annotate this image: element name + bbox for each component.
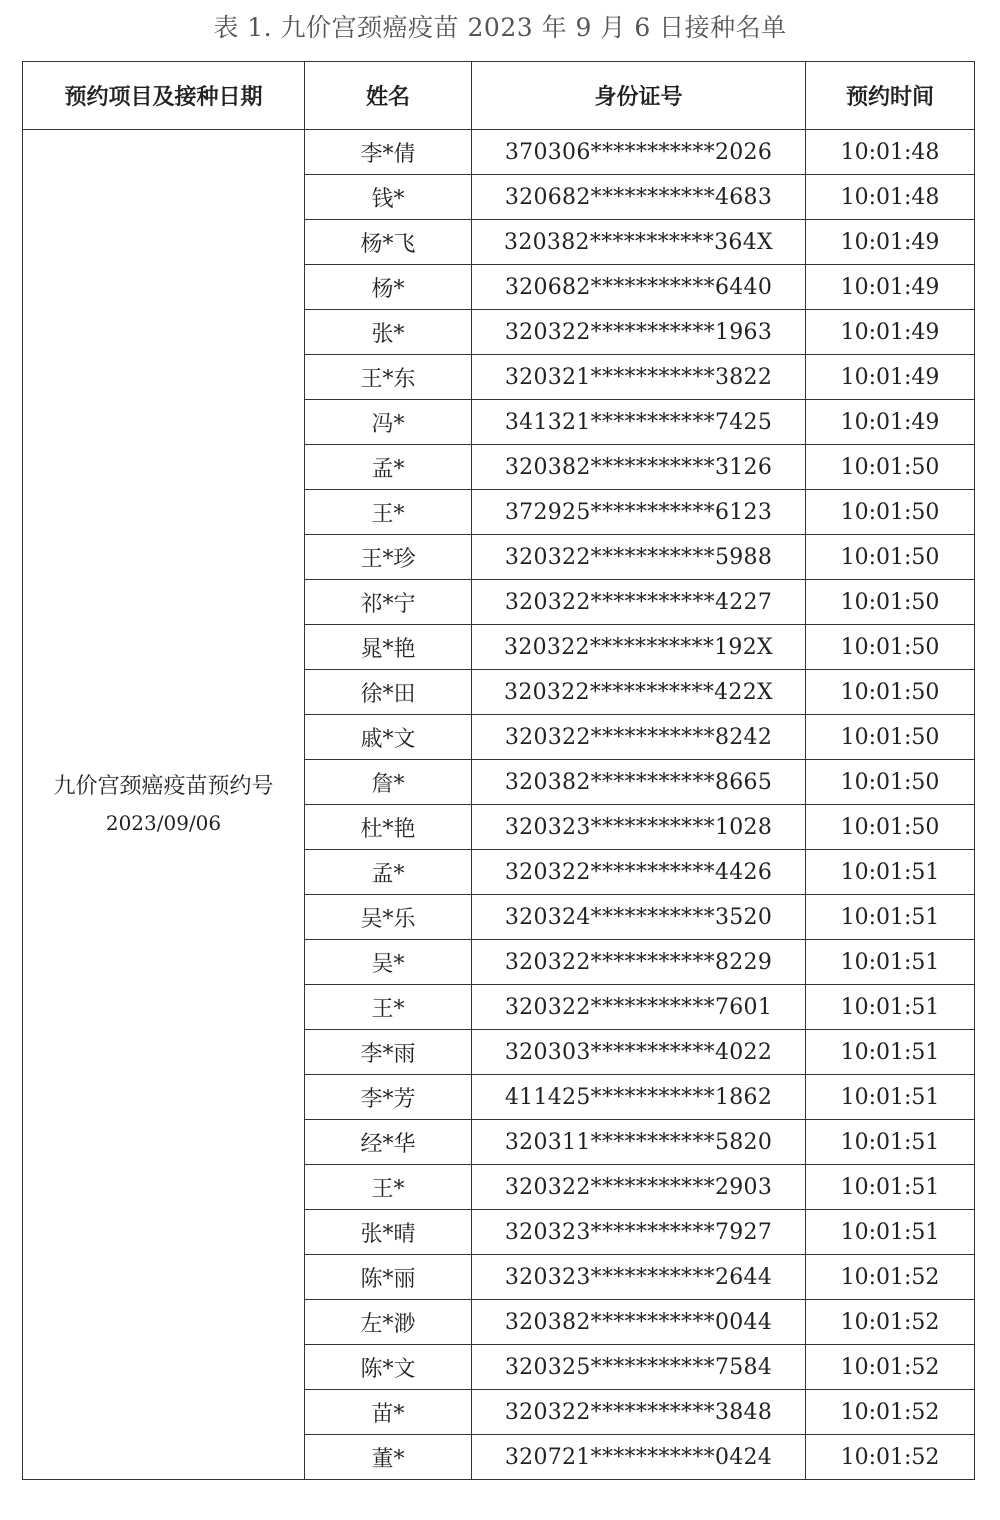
header-row	[23, 62, 975, 130]
name-cell: 董*	[305, 1435, 472, 1480]
time-cell: 10:01:51	[806, 850, 975, 895]
time-cell: 10:01:50	[806, 535, 975, 580]
name-cell: 冯*	[305, 400, 472, 445]
name-cell: 左*渺	[305, 1300, 472, 1345]
id-number-cell: 320382***********8665	[472, 760, 806, 805]
id-number-cell: 320322***********5988	[472, 535, 806, 580]
id-number-cell: 320322***********422X	[472, 670, 806, 715]
time-cell: 10:01:52	[806, 1255, 975, 1300]
table-body	[23, 130, 975, 1480]
time-cell: 10:01:49	[806, 310, 975, 355]
id-number-cell: 320322***********1963	[472, 310, 806, 355]
id-number-cell: 320682***********4683	[472, 175, 806, 220]
id-number-cell: 320322***********4227	[472, 580, 806, 625]
name-cell: 王*珍	[305, 535, 472, 580]
table-caption: 表 1. 九价宫颈癌疫苗 2023 年 9 月 6 日接种名单	[213, 13, 787, 42]
id-number-cell: 320322***********7601	[472, 985, 806, 1030]
time-cell: 10:01:51	[806, 1120, 975, 1165]
id-number-cell: 320322***********3848	[472, 1390, 806, 1435]
id-number-cell: 320311***********5820	[472, 1120, 806, 1165]
time-cell: 10:01:50	[806, 760, 975, 805]
id-number-cell: 320382***********364X	[472, 220, 806, 265]
name-cell: 张*	[305, 310, 472, 355]
name-cell: 王*	[305, 985, 472, 1030]
id-number-cell: 320323***********2644	[472, 1255, 806, 1300]
name-cell: 经*华	[305, 1120, 472, 1165]
name-cell: 陈*文	[305, 1345, 472, 1390]
id-number-cell: 320382***********0044	[472, 1300, 806, 1345]
header-id-number: 身份证号	[472, 62, 806, 130]
id-number-cell: 320322***********192X	[472, 625, 806, 670]
id-number-cell: 320322***********4426	[472, 850, 806, 895]
time-cell: 10:01:48	[806, 175, 975, 220]
time-cell: 10:01:52	[806, 1435, 975, 1480]
name-cell: 钱*	[305, 175, 472, 220]
name-cell: 李*倩	[305, 130, 472, 175]
name-cell: 吴*	[305, 940, 472, 985]
time-cell: 10:01:52	[806, 1345, 975, 1390]
time-cell: 10:01:50	[806, 490, 975, 535]
name-cell: 张*晴	[305, 1210, 472, 1255]
id-number-cell: 320322***********8242	[472, 715, 806, 760]
time-cell: 10:01:51	[806, 1075, 975, 1120]
time-cell: 10:01:50	[806, 805, 975, 850]
id-number-cell: 320322***********8229	[472, 940, 806, 985]
id-number-cell: 320322***********2903	[472, 1165, 806, 1210]
name-cell: 詹*	[305, 760, 472, 805]
time-cell: 10:01:50	[806, 670, 975, 715]
id-number-cell: 320303***********4022	[472, 1030, 806, 1075]
project-date: 2023/09/06	[105, 810, 222, 835]
header-project-date: 预约项目及接种日期	[23, 62, 305, 130]
name-cell: 李*雨	[305, 1030, 472, 1075]
name-cell: 孟*	[305, 850, 472, 895]
name-cell: 祁*宁	[305, 580, 472, 625]
id-number-cell: 320721***********0424	[472, 1435, 806, 1480]
time-cell: 10:01:51	[806, 1210, 975, 1255]
time-cell: 10:01:49	[806, 265, 975, 310]
name-cell: 苗*	[305, 1390, 472, 1435]
id-number-cell: 341321***********7425	[472, 400, 806, 445]
table-row	[23, 130, 975, 175]
id-number-cell: 320323***********7927	[472, 1210, 806, 1255]
name-cell: 徐*田	[305, 670, 472, 715]
project-cell	[23, 130, 305, 1480]
name-cell: 杨*	[305, 265, 472, 310]
time-cell: 10:01:51	[806, 895, 975, 940]
time-cell: 10:01:49	[806, 220, 975, 265]
time-cell: 10:01:50	[806, 625, 975, 670]
id-number-cell: 320325***********7584	[472, 1345, 806, 1390]
id-number-cell: 372925***********6123	[472, 490, 806, 535]
name-cell: 吴*乐	[305, 895, 472, 940]
time-cell: 10:01:49	[806, 400, 975, 445]
name-cell: 陈*丽	[305, 1255, 472, 1300]
time-cell: 10:01:52	[806, 1300, 975, 1345]
name-cell: 王*东	[305, 355, 472, 400]
time-cell: 10:01:51	[806, 985, 975, 1030]
name-cell: 王*	[305, 1165, 472, 1210]
time-cell: 10:01:50	[806, 715, 975, 760]
name-cell: 戚*文	[305, 715, 472, 760]
name-cell: 晁*艳	[305, 625, 472, 670]
time-cell: 10:01:51	[806, 940, 975, 985]
id-number-cell: 411425***********1862	[472, 1075, 806, 1120]
time-cell: 10:01:51	[806, 1030, 975, 1075]
id-number-cell: 320682***********6440	[472, 265, 806, 310]
header-name: 姓名	[305, 62, 472, 130]
time-cell: 10:01:52	[806, 1390, 975, 1435]
time-cell: 10:01:50	[806, 445, 975, 490]
name-cell: 孟*	[305, 445, 472, 490]
id-number-cell: 320323***********1028	[472, 805, 806, 850]
id-number-cell: 320324***********3520	[472, 895, 806, 940]
header-booking-time: 预约时间	[806, 62, 975, 130]
time-cell: 10:01:51	[806, 1165, 975, 1210]
project-name: 九价宫颈癌疫苗预约号	[53, 773, 274, 799]
name-cell: 杨*飞	[305, 220, 472, 265]
id-number-cell: 370306***********2026	[472, 130, 806, 175]
time-cell: 10:01:49	[806, 355, 975, 400]
name-cell: 王*	[305, 490, 472, 535]
id-number-cell: 320382***********3126	[472, 445, 806, 490]
name-cell: 杜*艳	[305, 805, 472, 850]
id-number-cell: 320321***********3822	[472, 355, 806, 400]
time-cell: 10:01:50	[806, 580, 975, 625]
name-cell: 李*芳	[305, 1075, 472, 1120]
time-cell: 10:01:48	[806, 130, 975, 175]
vaccination-list-table	[22, 61, 975, 1480]
